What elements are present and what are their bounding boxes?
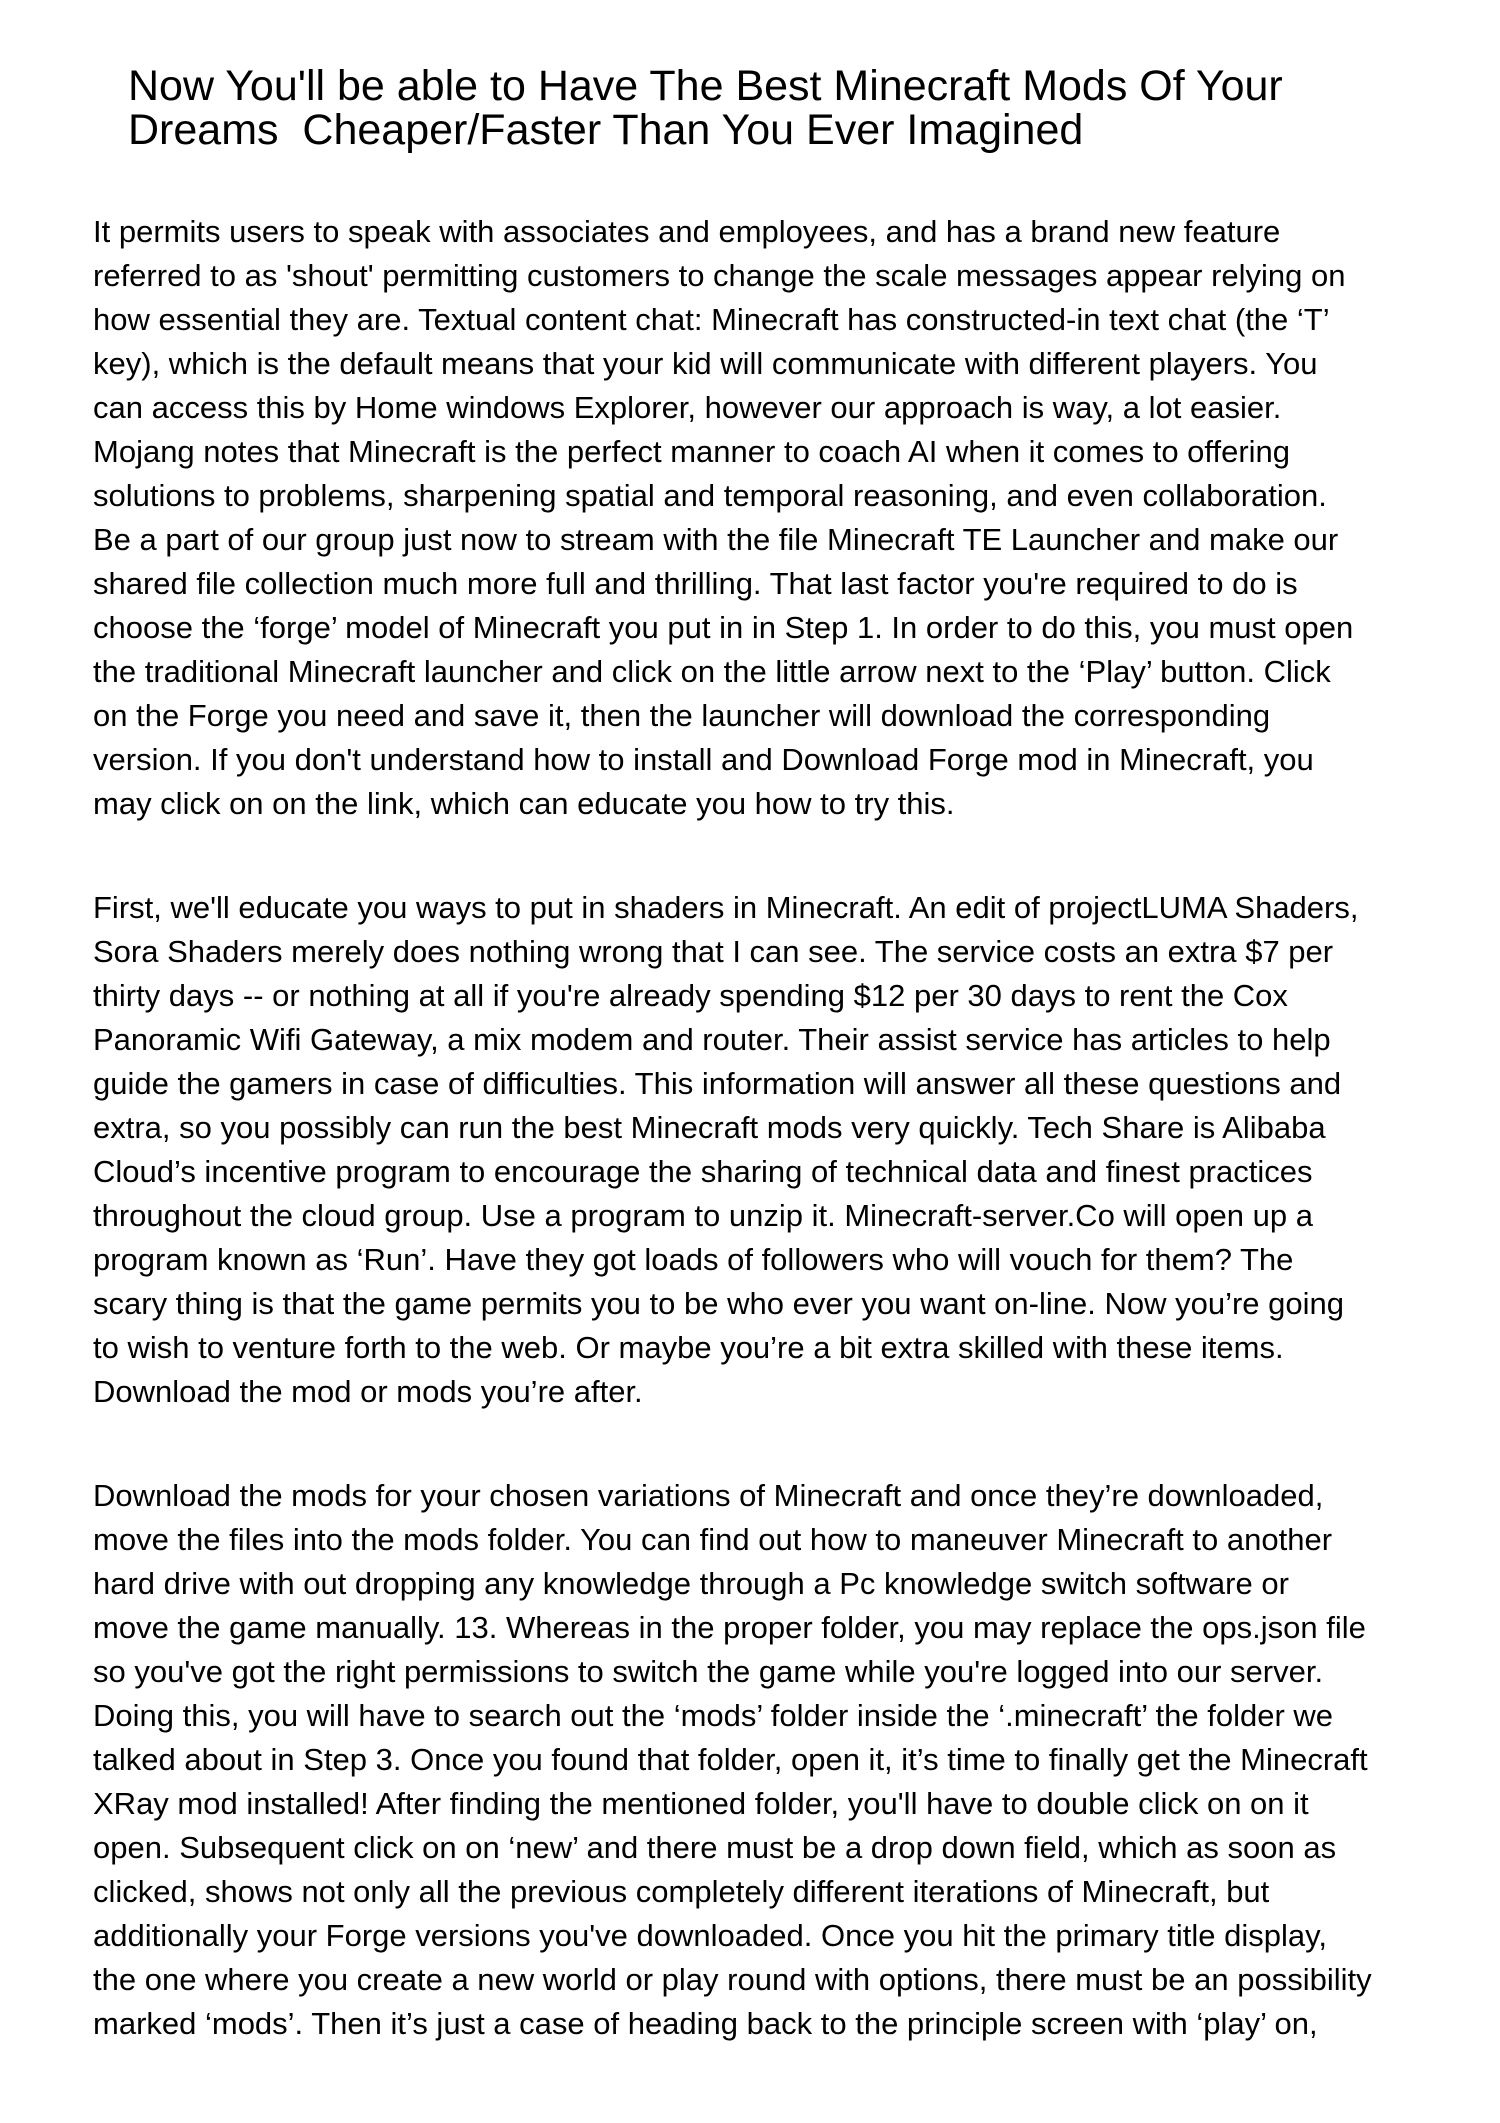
- article-paragraph-1: It permits users to speak with associates and employees, and has a brand new feature referred to as 'shout' permitting customers to change the scale messages appear relying on how essential they are. Textual content chat: Minecraft has constructed-in text chat (the ‘T’ key), which is the default means that your kid will communicate with different players. You can access this by Home windows Explorer, however our approach is way, a lot easier. Mojang notes that Minecraft is the perfect manner to coach AI when it comes to offering solutions to problems, sharpening spatial and temporal reasoning, and even collaboration. Be a part of our group just now to stream with the file Minecraft TE Launcher and make our shared file collection much more full and thrilling. That last factor you're required to do is choose the ‘forge’ model of Minecraft you put in in Step 1. In order to do this, you must open the traditional Minecraft launcher and click on the little arrow next to the ‘Play’ button. Click on the Forge you need and save it, then the launcher will download the corresponding version. If you don't understand how to install and Download Forge mod in Minecraft, you may click on on the link, which can educate you how to try this.: [93, 214, 1362, 821]
- page-title: Now You'll be able to Have The Best Minecraft Mods Of Your Dreams Cheaper/Faster Than You Ever Imagined: [128, 62, 1295, 154]
- article-paragraph-3: Download the mods for your chosen variations of Minecraft and once they’re downloaded, move the files into the mods folder. You can find out how to maneuver Minecraft to another hard drive with out dropping any knowledge through a Pc knowledge switch software or move the game manually. 13. Whereas in the proper folder, you may replace the ops.json file so you've got the right permissions to switch the game while you're logged into our server. Doing this, you will have to search out the ‘mods’ folder inside the ‘.minecraft’ the folder we talked about in Step 3. Once you found that folder, open it, it’s time to finally get the Minecraft XRay mod installed! After finding the mentioned folder, you'll have to double click on on it open. Subsequent click on on ‘new’ and there must be a drop down field, which as soon as clicked, shows not only all the previous completely different iterations of Minecraft, but additionally your Forge versions you've downloaded. Once you hit the primary title display, the one where you create a new world or play round with options, there must be an possibility marked ‘mods’. Then it’s just a case of heading back to the principle screen with ‘play’ on,: [93, 1478, 1381, 2041]
- article-body: [93, 210, 1393, 2046]
- article-paragraph-2: First, we'll educate you ways to put in shaders in Minecraft. An edit of projectLUMA Shaders, Sora Shaders merely does nothing wrong that I can see. The service costs an extra $7 per thirty days -- or nothing at all if you're already spending $12 per 30 days to rent the Cox Panoramic Wifi Gateway, a mix modem and router. Their assist service has articles to help guide the gamers in case of difficulties. This information will answer all these questions and extra, so you possibly can run the best Minecraft mods very quickly. Tech Share is Alibaba Cloud’s incentive program to encourage the sharing of technical data and finest practices throughout the cloud group. Use a program to unzip it. Minecraft-server.Co will open up a program known as ‘Run’. Have they got loads of followers who will vouch for them? The scary thing is that the game permits you to be who ever you want on-line. Now you’re going to wish to venture forth to the web. Or maybe you’re a bit extra skilled with these items. Download the mod or mods you’re after.: [93, 890, 1368, 1409]
